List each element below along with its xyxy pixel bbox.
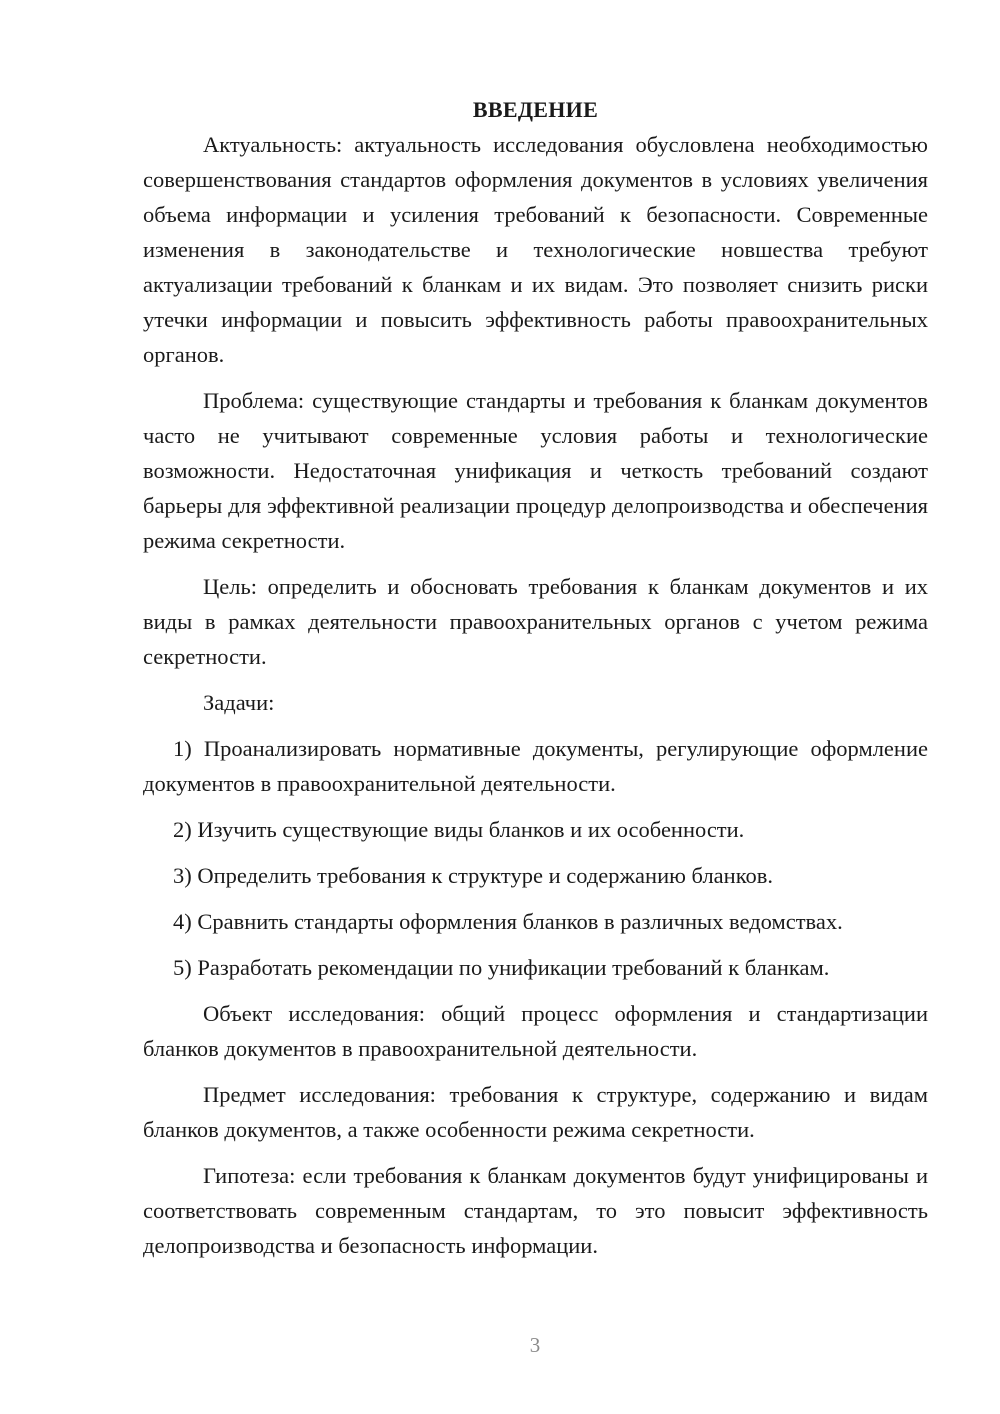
tasks-heading: Задачи: bbox=[203, 690, 275, 715]
task-item-3: 3) Определить требования к структуре и содержанию бланков. bbox=[173, 863, 773, 888]
task-item-5: 5) Разработать рекомендации по унификации требований к бланкам. bbox=[173, 955, 830, 980]
goal-paragraph: Цель: определить и обосновать требования к бланкам документов и их виды в рамках деятельности правоохранительных органов с учетом режима секретности. bbox=[143, 574, 928, 669]
object-paragraph: Объект исследования: общий процесс оформления и стандартизации бланков документов в правоохранительной деятельности. bbox=[143, 1001, 928, 1061]
subject-paragraph: Предмет исследования: требования к структуре, содержанию и видам бланков документов, а также особенности режима секретности. bbox=[143, 1082, 928, 1142]
page-title: ВВЕДЕНИЕ bbox=[472, 97, 599, 122]
document-page bbox=[143, 92, 928, 1274]
relevance-paragraph: Актуальность: актуальность исследования обусловлена необходимостью совершенствования стандартов оформления документов в условиях увеличения объема информации и усиления требований к безопасности. Современные изменения в законодательстве и технологические новшества требуют актуализации требований к бланкам и их видам. Это позволяет снизить риски утечки информации и повысить эффективность работы правоохранительных органов. bbox=[143, 132, 928, 367]
task-item-2: 2) Изучить существующие виды бланков и их особенности. bbox=[173, 817, 745, 842]
hypothesis-paragraph: Гипотеза: если требования к бланкам документов будут унифицированы и соответствовать современным стандартам, то это повысит эффективность делопроизводства и безопасность информации. bbox=[143, 1163, 928, 1258]
page-number: 3 bbox=[529, 1333, 541, 1357]
problem-paragraph: Проблема: существующие стандарты и требования к бланкам документов часто не учитывают современные условия работы и технологические возможности. Недостаточная унификация и четкость требований создают барьеры для эффективной реализации процедур делопроизводства и обеспечения режима секретности. bbox=[143, 388, 928, 553]
tasks-list bbox=[143, 731, 928, 985]
task-item-4: 4) Сравнить стандарты оформления бланков в различных ведомствах. bbox=[173, 909, 843, 934]
task-item-1: 1) Проанализировать нормативные документы, регулирующие оформление документов в правоохранительной деятельности. bbox=[143, 736, 928, 796]
